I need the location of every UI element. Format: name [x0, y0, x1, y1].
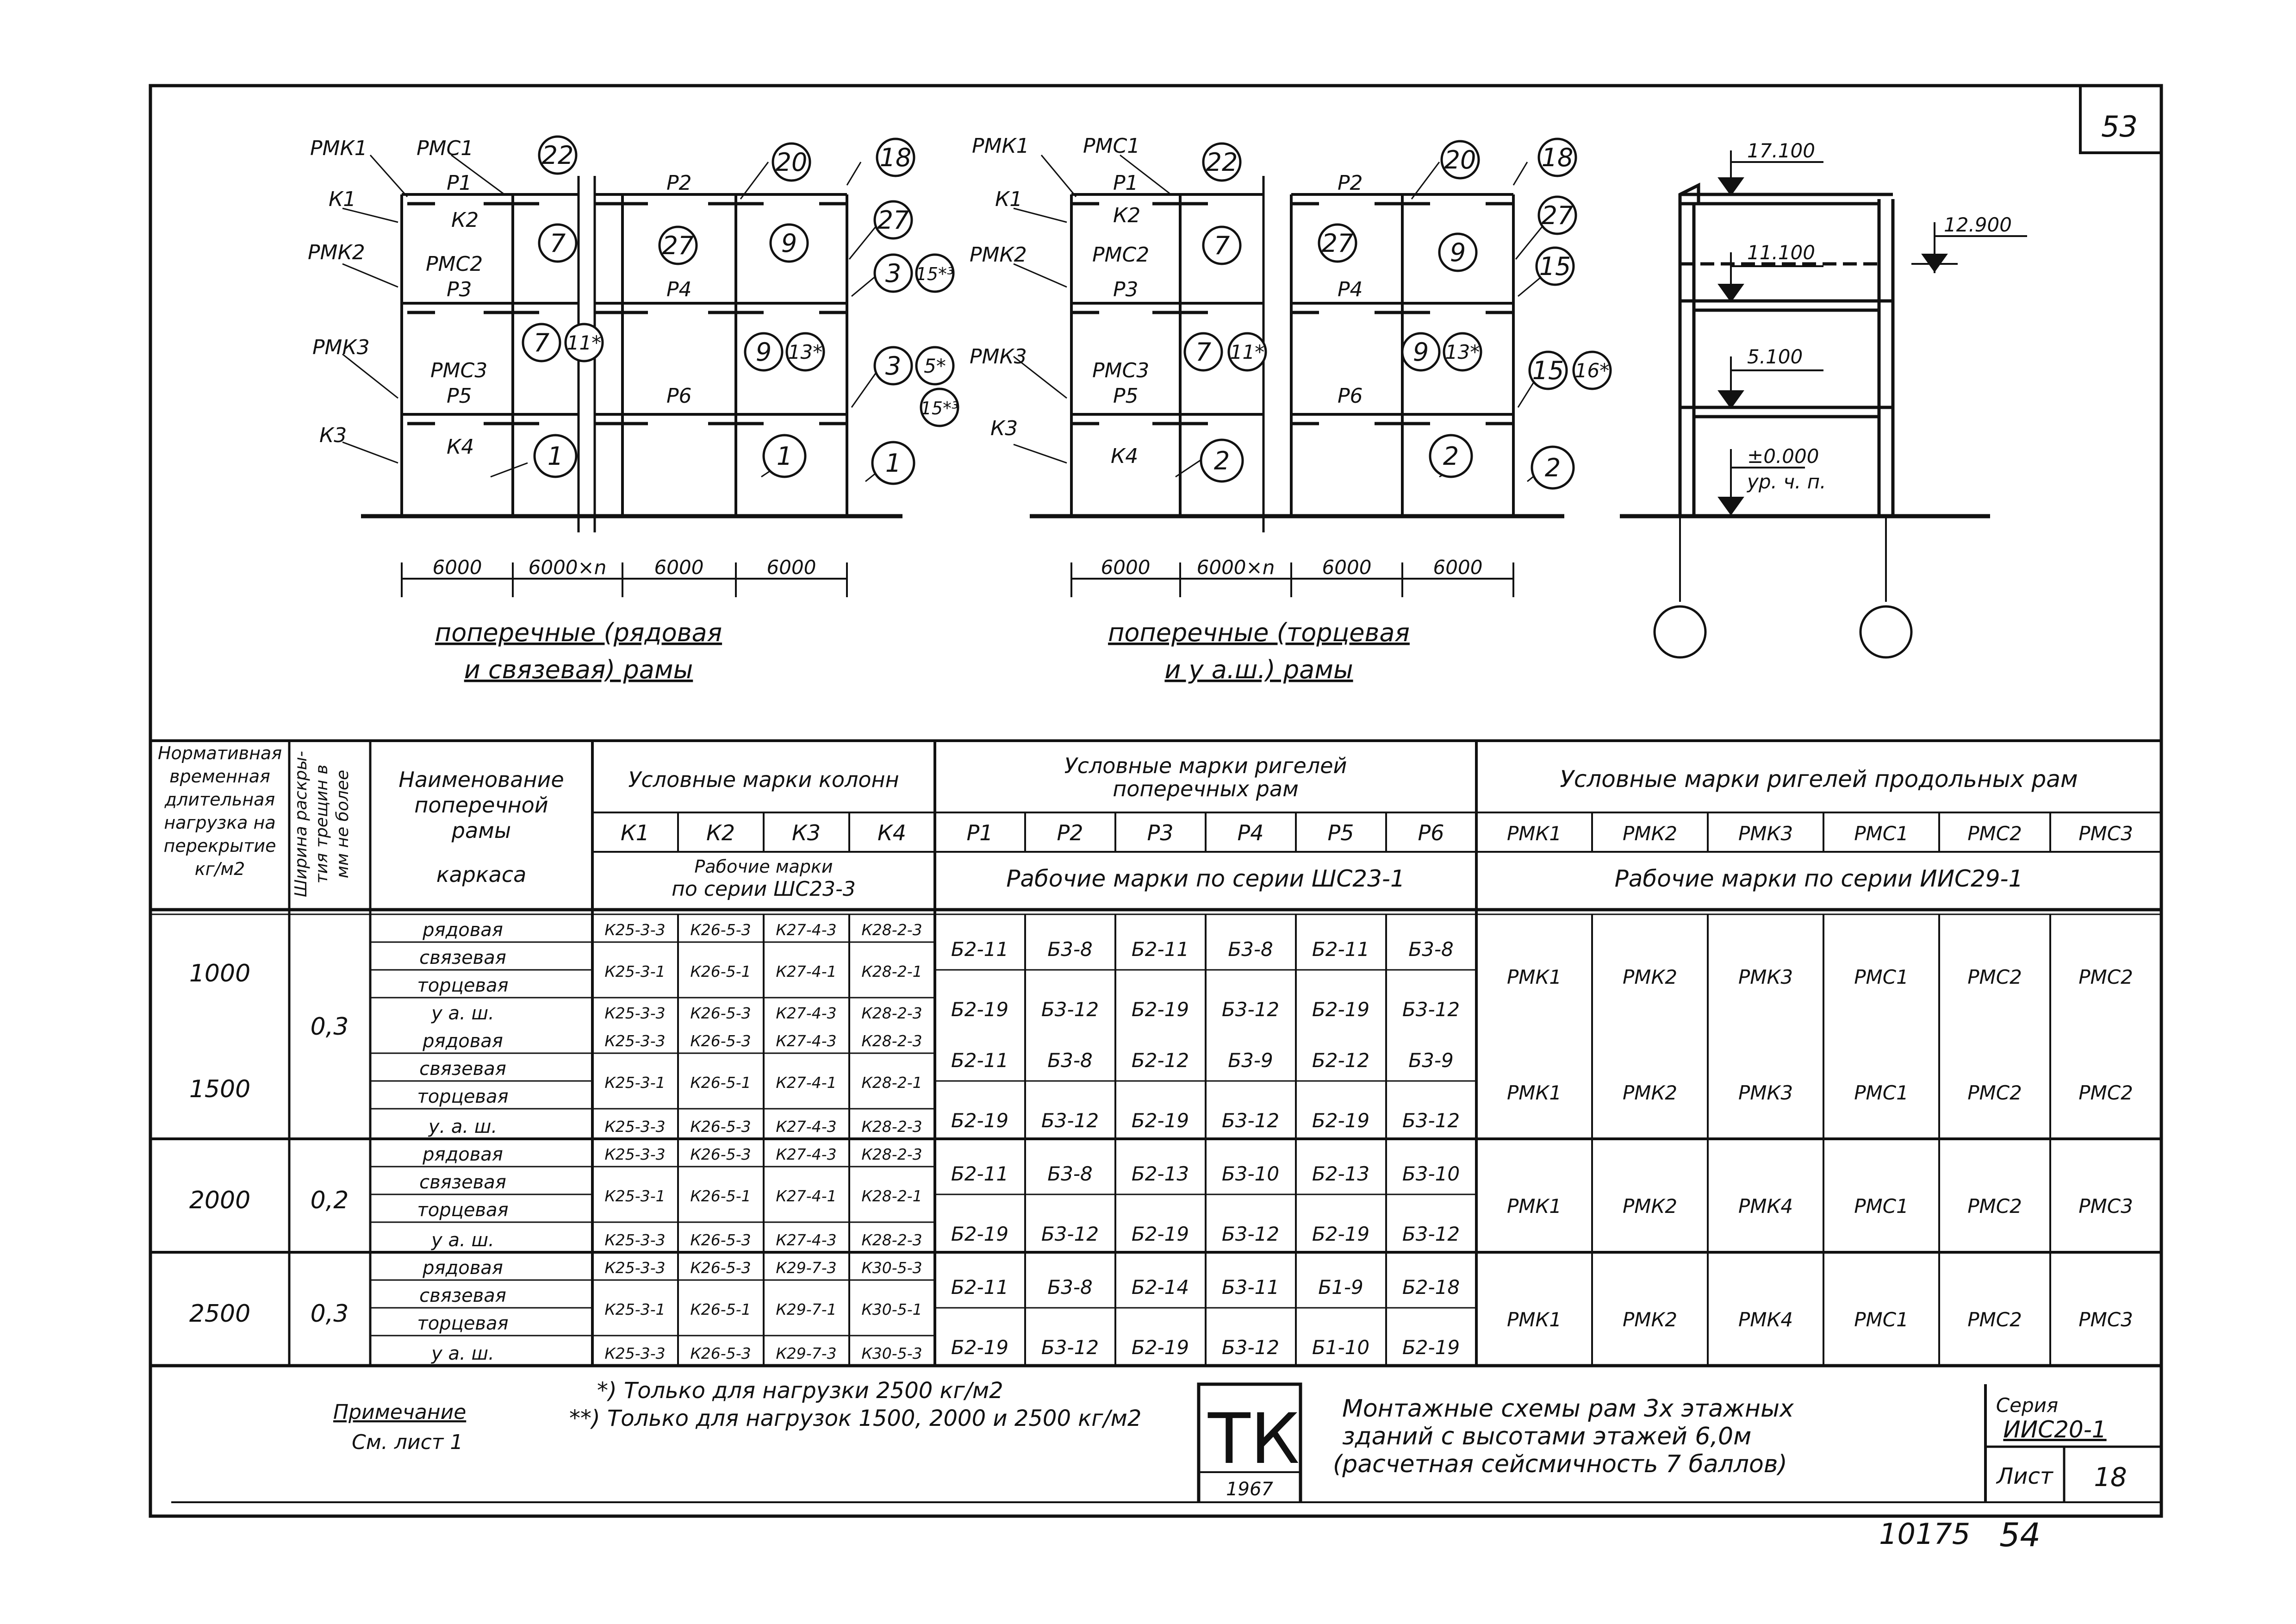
col-mark: К25-3-3 — [604, 1004, 666, 1022]
beam-mark: Б2-19 — [1312, 1109, 1370, 1132]
col-mark: К28-2-3 — [861, 1145, 922, 1163]
col-mark: К28-2-3 — [861, 1231, 922, 1249]
right-label-rmc2: РМС2 — [1092, 243, 1150, 267]
col-mark: К25-3-3 — [604, 921, 666, 939]
left-caption-line1: поперечные (рядовая — [435, 618, 722, 647]
hdr-name-2: поперечной — [414, 793, 548, 818]
left-label-k1: К1 — [329, 187, 356, 211]
beam-mark: Б2-19 — [1131, 998, 1189, 1021]
beam-mark: Б2-19 — [951, 1336, 1009, 1359]
title-stamp — [1199, 1384, 2161, 1502]
right-circle-11: 11* — [1230, 341, 1265, 363]
left-label-p1: Р1 — [447, 171, 472, 195]
group-crack: 0,2 — [310, 1187, 349, 1214]
right-label-rmk2: РМК2 — [970, 243, 1027, 267]
long-mark: РМС3 — [2078, 1308, 2133, 1331]
col-mark: К27-4-3 — [776, 1118, 837, 1136]
beam-mark: Б2-19 — [951, 998, 1009, 1021]
hdr-long-rmc3: РМС3 — [2078, 822, 2133, 845]
right-label-p2: Р2 — [1338, 171, 1363, 195]
beam-mark: Б2-19 — [1312, 1223, 1370, 1245]
right-label-p6: Р6 — [1338, 384, 1363, 408]
left-circle-27b: 27 — [877, 206, 909, 235]
hdr-load-6: кг/м2 — [194, 859, 245, 879]
hdr-beam-p5: Р5 — [1327, 820, 1354, 845]
left-circle-9b: 9 — [755, 337, 772, 367]
level-ground-label: ур. ч. п. — [1747, 470, 1826, 493]
beam-mark: Б3-10 — [1221, 1162, 1280, 1185]
left-circle-27a: 27 — [662, 231, 694, 260]
inventory-number: 10175 — [1879, 1517, 1971, 1551]
stamp-year: 1967 — [1226, 1479, 1273, 1500]
left-circle-15a: 15*³ — [915, 264, 954, 284]
group-2000 — [189, 1144, 2133, 1251]
stamp-sheet-label: Лист — [1997, 1463, 2053, 1489]
col-mark: К27-4-1 — [776, 1074, 837, 1092]
beam-mark: Б2-11 — [951, 938, 1009, 961]
right-circle-9b: 9 — [1412, 337, 1429, 367]
long-mark: РМК4 — [1738, 1308, 1793, 1331]
left-label-rmc2: РМС2 — [426, 252, 483, 276]
left-label-k4: К4 — [447, 435, 474, 459]
right-label-k3: К3 — [990, 417, 1018, 440]
beam-mark: Б3-12 — [1402, 998, 1460, 1021]
hdr-crack-2: тия трещин в — [312, 764, 331, 884]
col-mark: К27-4-1 — [776, 1187, 837, 1205]
right-label-rmk3: РМК3 — [970, 345, 1027, 369]
beam-mark: Б3-9 — [1228, 1049, 1273, 1072]
hdr-beam-p3: Р3 — [1147, 820, 1174, 845]
col-mark: К30-5-3 — [861, 1259, 922, 1277]
left-circle-3a: 3 — [885, 259, 902, 288]
left-circle-1c: 1 — [885, 449, 902, 478]
hdr-beam-group-1: Условные марки ригелей — [1064, 753, 1347, 778]
hdr-beam-p2: Р2 — [1057, 820, 1083, 845]
left-circle-22: 22 — [541, 141, 574, 170]
level-17100: 17.100 — [1747, 139, 1815, 162]
hdr-load-1: Нормативная — [157, 743, 282, 763]
hdr-long-series: Рабочие марки по серии ИИС29-1 — [1614, 865, 2023, 892]
col-mark: К25-3-3 — [604, 1032, 666, 1050]
hdr-load-5: перекрытие — [163, 836, 276, 856]
beam-mark: Б2-11 — [1312, 938, 1370, 961]
col-mark: К29-7-3 — [776, 1259, 837, 1277]
col-mark: К28-2-3 — [861, 1004, 922, 1022]
beam-mark: Б3-12 — [1221, 1109, 1280, 1132]
left-circle-7b: 7 — [533, 328, 550, 357]
long-mark: РМС3 — [2078, 1195, 2133, 1218]
long-mark: РМС2 — [1967, 1081, 2022, 1104]
frame-name: у а. ш. — [431, 1003, 494, 1024]
beam-mark: Б3-10 — [1402, 1162, 1460, 1185]
left-label-p2: Р2 — [666, 171, 692, 195]
right-frame-diagram — [970, 134, 1611, 684]
stamp-logo: ТК — [1208, 1399, 1300, 1480]
frame-name: у а. ш. — [431, 1230, 494, 1251]
group-crack: 0,3 — [310, 1300, 349, 1328]
left-dim-1: 6000 — [432, 556, 482, 579]
col-mark: К26-5-3 — [690, 1004, 751, 1022]
left-circle-1a: 1 — [547, 442, 564, 471]
beam-mark: Б3-12 — [1041, 998, 1099, 1021]
group-load: 2000 — [189, 1187, 251, 1214]
long-mark: РМС2 — [1967, 966, 2022, 988]
right-circle-9a: 9 — [1450, 238, 1466, 267]
left-label-rmc3: РМС3 — [430, 359, 488, 382]
beam-mark: Б2-11 — [1131, 938, 1189, 961]
right-circle-27b: 27 — [1541, 201, 1574, 230]
right-label-p5: Р5 — [1113, 384, 1139, 408]
left-dim-2: 6000×n — [528, 556, 607, 579]
left-label-p6: Р6 — [666, 384, 692, 408]
left-circle-3b: 3 — [885, 351, 902, 381]
beam-mark: Б3-12 — [1221, 1223, 1280, 1245]
left-circle-1b: 1 — [776, 442, 793, 471]
left-label-rmk2: РМК2 — [308, 241, 365, 264]
beam-mark: Б1-10 — [1312, 1336, 1370, 1359]
right-circle-18: 18 — [1541, 143, 1574, 172]
col-mark: К26-5-3 — [690, 1344, 751, 1362]
level-5100: 5.100 — [1747, 345, 1803, 368]
left-circle-15b: 15*³ — [920, 398, 959, 418]
frame-name: торцевая — [417, 975, 509, 996]
col-mark: К25-3-3 — [604, 1118, 666, 1136]
beam-mark: Б3-12 — [1041, 1223, 1099, 1245]
col-mark: К25-3-1 — [604, 962, 666, 981]
group-2500 — [189, 1257, 2133, 1364]
right-circle-2a: 2 — [1213, 446, 1230, 475]
frame-name: рядовая — [423, 1257, 503, 1279]
long-mark: РМС2 — [2078, 966, 2133, 988]
frame-name: торцевая — [417, 1313, 509, 1334]
beam-mark: Б2-13 — [1131, 1162, 1189, 1185]
right-label-p3: Р3 — [1113, 278, 1139, 301]
beam-mark: Б3-12 — [1402, 1223, 1460, 1245]
section-diagram — [1620, 139, 2027, 657]
beam-mark: Б1-9 — [1318, 1276, 1363, 1299]
long-mark: РМК1 — [1506, 1195, 1562, 1218]
col-mark: К30-5-1 — [861, 1300, 922, 1318]
col-mark: К27-4-3 — [776, 921, 837, 939]
right-circle-15b: 15 — [1532, 356, 1564, 385]
col-mark: К26-5-1 — [690, 962, 751, 981]
right-dim-3: 6000 — [1322, 556, 1372, 579]
left-label-p3: Р3 — [447, 278, 472, 301]
left-circle-20: 20 — [775, 148, 808, 177]
left-circle-7a: 7 — [549, 229, 566, 258]
long-mark: РМК3 — [1738, 966, 1793, 988]
beam-mark: Б2-18 — [1402, 1276, 1460, 1299]
frame-name: торцевая — [417, 1086, 509, 1107]
hdr-long-group: Условные марки ригелей продольных рам — [1560, 766, 2078, 793]
beam-mark: Б3-8 — [1228, 938, 1273, 961]
hdr-col-series-2: по серии ШС23-3 — [672, 877, 856, 901]
hdr-beam-p1: Р1 — [966, 820, 993, 845]
hdr-col-k4: К4 — [877, 820, 906, 845]
right-caption-line1: поперечные (торцевая — [1108, 618, 1410, 647]
stamp-title-2: зданий с высотами этажей 6,0м — [1342, 1423, 1752, 1450]
long-mark: РМК2 — [1622, 966, 1678, 988]
frame-name: рядовая — [423, 919, 503, 941]
beam-mark: Б3-8 — [1047, 938, 1093, 961]
col-mark: К26-5-1 — [690, 1187, 751, 1205]
hdr-name-1: Наименование — [398, 767, 564, 792]
beam-mark: Б3-8 — [1047, 1276, 1093, 1299]
beam-mark: Б2-19 — [951, 1223, 1009, 1245]
page-number: 54 — [1999, 1516, 2041, 1554]
group-1500 — [189, 1031, 2133, 1137]
col-mark: К25-3-3 — [604, 1259, 666, 1277]
frame-name: у а. ш. — [431, 1343, 494, 1364]
hdr-load-2: временная — [169, 766, 270, 787]
beam-mark: Б2-14 — [1131, 1276, 1189, 1299]
beam-mark: Б3-12 — [1221, 998, 1280, 1021]
col-mark: К26-5-3 — [690, 1118, 751, 1136]
right-label-p1: Р1 — [1113, 171, 1139, 195]
frame-name: рядовая — [423, 1031, 503, 1052]
left-label-rmc1: РМС1 — [417, 137, 474, 160]
stamp-series-label: Серия — [1996, 1394, 2059, 1417]
beam-mark: Б2-19 — [1402, 1336, 1460, 1359]
hdr-long-rmk1: РМК1 — [1506, 822, 1562, 845]
beam-mark: Б2-19 — [1312, 998, 1370, 1021]
long-mark: РМС1 — [1854, 1308, 1909, 1331]
col-mark: К28-2-3 — [861, 1118, 922, 1136]
left-label-rmk3: РМК3 — [312, 336, 370, 359]
beam-mark: Б2-11 — [951, 1162, 1009, 1185]
left-frame-diagram — [308, 137, 958, 684]
hdr-long-rmk3: РМК3 — [1738, 822, 1793, 845]
col-mark: К29-7-3 — [776, 1344, 837, 1362]
hdr-beam-p4: Р4 — [1237, 820, 1264, 845]
long-mark: РМС1 — [1854, 1195, 1909, 1218]
col-mark: К28-2-1 — [861, 1187, 922, 1205]
beam-mark: Б3-11 — [1221, 1276, 1280, 1299]
hdr-long-rmc1: РМС1 — [1854, 822, 1909, 845]
beam-mark: Б2-12 — [1131, 1049, 1189, 1072]
right-label-k4: К4 — [1111, 444, 1139, 468]
col-mark: К27-4-3 — [776, 1032, 837, 1050]
long-mark: РМК2 — [1622, 1081, 1678, 1104]
left-label-p5: Р5 — [447, 384, 472, 408]
long-mark: РМК2 — [1622, 1195, 1678, 1218]
col-mark: К26-5-3 — [690, 1231, 751, 1249]
left-circle-18: 18 — [879, 143, 912, 172]
col-mark: К25-3-3 — [604, 1231, 666, 1249]
hdr-long-rmk2: РМК2 — [1622, 822, 1678, 845]
right-label-p4: Р4 — [1338, 278, 1363, 301]
left-dim-3: 6000 — [654, 556, 704, 579]
col-mark: К26-5-3 — [690, 1145, 751, 1163]
beam-mark: Б3-8 — [1047, 1049, 1093, 1072]
right-label-rmk1: РМК1 — [972, 134, 1029, 158]
long-mark: РМС2 — [1967, 1195, 2022, 1218]
footnote-2: **) Только для нагрузок 1500, 2000 и 2500 кг/м2 — [569, 1405, 1142, 1431]
table-header — [158, 743, 2133, 901]
group-crack: 0,3 — [310, 1013, 349, 1041]
notes — [333, 1378, 1141, 1454]
right-circle-2c: 2 — [1544, 453, 1561, 482]
left-circle-9a: 9 — [781, 229, 797, 258]
col-mark: К30-5-3 — [861, 1344, 922, 1362]
hdr-long-rmc2: РМС2 — [1967, 822, 2022, 845]
beam-mark: Б2-19 — [951, 1109, 1009, 1132]
left-label-k2: К2 — [451, 208, 479, 232]
frame-name: торцевая — [417, 1199, 509, 1221]
hdr-beam-p6: Р6 — [1418, 820, 1444, 845]
stamp-sheet-value: 18 — [2094, 1462, 2127, 1493]
stamp-title-3: (расчетная сейсмичность 7 баллов) — [1333, 1450, 1787, 1478]
hdr-beam-series: Рабочие марки по серии ШС23-1 — [1006, 865, 1405, 892]
col-mark: К25-3-3 — [604, 1344, 666, 1362]
group-load: 1500 — [189, 1075, 251, 1103]
col-mark: К27-4-3 — [776, 1004, 837, 1022]
beam-mark: Б2-19 — [1131, 1336, 1189, 1359]
beam-mark: Б3-12 — [1221, 1336, 1280, 1359]
col-mark: К26-5-3 — [690, 1032, 751, 1050]
col-mark: К28-2-1 — [861, 1074, 922, 1092]
stamp-title-1: Монтажные схемы рам 3х этажных — [1342, 1395, 1794, 1423]
left-dim-4: 6000 — [766, 556, 816, 579]
hdr-col-k2: К2 — [706, 820, 735, 845]
hdr-col-group: Условные марки колонн — [628, 767, 899, 792]
col-mark: К28-2-3 — [861, 921, 922, 939]
hdr-crack-3: мм не более — [333, 769, 352, 879]
frame-name: рядовая — [423, 1144, 503, 1165]
col-mark: К25-3-1 — [604, 1300, 666, 1318]
col-mark: К29-7-1 — [776, 1300, 837, 1318]
right-dim-2: 6000×n — [1196, 556, 1275, 579]
hdr-crack-1: Ширина раскры- — [292, 751, 311, 897]
level-11100: 11.100 — [1747, 241, 1815, 264]
beam-mark: Б2-11 — [951, 1049, 1009, 1072]
hdr-col-series-1: Рабочие марки — [694, 856, 833, 877]
col-mark: К25-3-1 — [604, 1074, 666, 1092]
right-circle-27a: 27 — [1321, 229, 1354, 258]
right-circle-15a: 15 — [1539, 252, 1571, 281]
col-mark: К27-4-1 — [776, 962, 837, 981]
hdr-load-3: длительная — [164, 789, 275, 810]
col-mark: К28-2-1 — [861, 962, 922, 981]
col-mark: К26-5-3 — [690, 921, 751, 939]
beam-mark: Б2-19 — [1131, 1109, 1189, 1132]
group-load: 2500 — [189, 1300, 251, 1328]
long-mark: РМК1 — [1506, 1081, 1562, 1104]
beam-mark: Б2-19 — [1131, 1223, 1189, 1245]
long-mark: РМК1 — [1506, 966, 1562, 988]
right-circle-22: 22 — [1206, 148, 1238, 177]
right-circle-20: 20 — [1444, 145, 1476, 175]
right-circle-16: 16* — [1574, 359, 1610, 382]
col-mark: К28-2-3 — [861, 1032, 922, 1050]
long-mark: РМС2 — [1967, 1308, 2022, 1331]
beam-mark: Б3-8 — [1408, 938, 1454, 961]
frame-name: связевая — [419, 1058, 506, 1080]
left-circle-5: 5* — [924, 355, 946, 377]
right-dim-1: 6000 — [1101, 556, 1151, 579]
beam-mark: Б2-11 — [951, 1276, 1009, 1299]
beam-mark: Б3-12 — [1041, 1336, 1099, 1359]
group-1000 — [189, 919, 2133, 1041]
hdr-col-k1: К1 — [621, 820, 649, 845]
col-mark: К26-5-1 — [690, 1074, 751, 1092]
hdr-beam-group-2: поперечных рам — [1113, 776, 1299, 801]
note-ref: См. лист 1 — [352, 1430, 463, 1454]
right-label-rmc3: РМС3 — [1092, 359, 1150, 382]
long-mark: РМК3 — [1738, 1081, 1793, 1104]
hdr-name-4: каркаса — [436, 862, 527, 887]
long-mark: РМК2 — [1622, 1308, 1678, 1331]
beam-mark: Б3-12 — [1041, 1109, 1099, 1132]
col-mark: К27-4-3 — [776, 1145, 837, 1163]
frame-name: связевая — [419, 1285, 506, 1306]
level-12900: 12.900 — [1944, 213, 2012, 236]
beam-mark: Б3-12 — [1402, 1109, 1460, 1132]
frame-name: у. а. ш. — [428, 1116, 498, 1137]
left-circle-11: 11* — [566, 331, 602, 354]
frame-name: связевая — [419, 1172, 506, 1193]
long-mark: РМК4 — [1738, 1195, 1793, 1218]
stamp-series-value: ИИС20-1 — [2003, 1416, 2107, 1443]
footnote-1: *) Только для нагрузки 2500 кг/м2 — [597, 1378, 1003, 1404]
long-mark: РМС1 — [1854, 1081, 1909, 1104]
col-mark: К25-3-1 — [604, 1187, 666, 1205]
right-circle-7b: 7 — [1195, 337, 1212, 367]
level-0000: ±0.000 — [1747, 445, 1819, 468]
group-load: 1000 — [189, 960, 251, 987]
right-caption-line2: и у а.ш.) рамы — [1164, 655, 1353, 684]
left-label-k3: К3 — [319, 424, 347, 447]
beam-mark: Б2-13 — [1312, 1162, 1370, 1185]
hdr-col-k3: К3 — [792, 820, 821, 845]
hdr-name-3: рамы — [451, 818, 511, 843]
hdr-load-4: нагрузка на — [164, 812, 276, 833]
col-mark: К26-5-1 — [690, 1300, 751, 1318]
col-mark: К27-4-3 — [776, 1231, 837, 1249]
beam-mark: Б3-9 — [1408, 1049, 1454, 1072]
long-mark: РМС2 — [2078, 1081, 2133, 1104]
long-mark: РМК1 — [1506, 1308, 1562, 1331]
right-circle-7a: 7 — [1213, 231, 1230, 260]
left-label-p4: Р4 — [666, 278, 692, 301]
right-dim-4: 6000 — [1433, 556, 1483, 579]
col-mark: К26-5-3 — [690, 1259, 751, 1277]
left-circle-13: 13* — [788, 341, 823, 363]
beam-mark: Б3-8 — [1047, 1162, 1093, 1185]
right-circle-13: 13* — [1445, 341, 1480, 363]
left-caption-line2: и связевая) рамы — [464, 655, 693, 684]
note-title: Примечание — [333, 1400, 467, 1424]
beam-mark: Б2-12 — [1312, 1049, 1370, 1072]
long-mark: РМС1 — [1854, 966, 1909, 988]
right-circle-2b: 2 — [1443, 442, 1459, 471]
col-mark: К25-3-3 — [604, 1145, 666, 1163]
right-label-k1: К1 — [995, 187, 1023, 211]
sheet-corner-number: 53 — [2101, 110, 2138, 144]
frame-name: связевая — [419, 947, 506, 968]
right-label-k2: К2 — [1113, 204, 1141, 227]
left-label-rmk1: РМК1 — [310, 137, 367, 160]
right-label-rmc1: РМС1 — [1083, 134, 1140, 158]
